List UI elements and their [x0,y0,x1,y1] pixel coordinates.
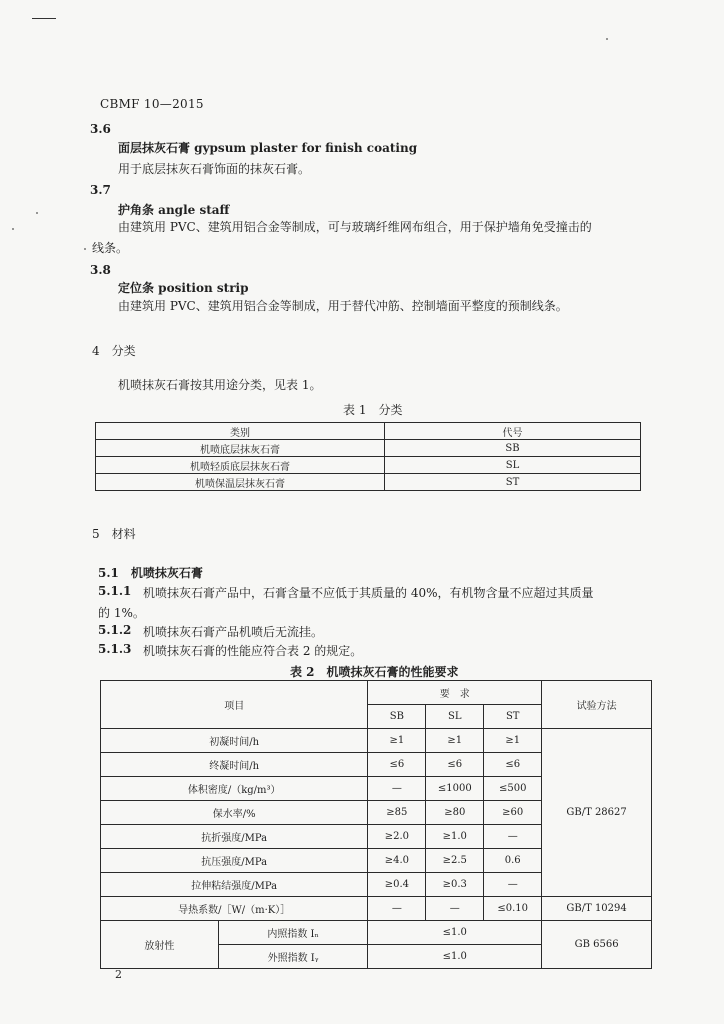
header-category: 类别 [96,423,385,440]
st-cell: ≥1 [484,729,542,753]
sb-cell: ≥2.0 [368,825,426,849]
classification-table [95,422,641,491]
sb-cell: ≥0.4 [368,873,426,897]
clause-text: 机喷抹灰石膏的性能应符合表 2 的规定。 [143,644,363,658]
header-requirement: 要 求 [368,681,542,705]
item-cell: 抗压强度/MPa [101,849,368,873]
scan-speck [36,212,38,214]
value-cell: ≤1.0 [368,921,542,945]
method-cell: GB/T 28627 [542,729,652,897]
section-intro: 机喷抹灰石膏按其用途分类，见表 1。 [118,378,322,392]
code-cell: ST [385,474,641,491]
st-cell: ≤500 [484,777,542,801]
clause-text: 机喷抹灰石膏产品机喷后无流挂。 [143,625,324,639]
sl-cell: ≥80 [426,801,484,825]
term-number: 3.7 [90,183,111,197]
scan-speck [84,248,86,250]
clause-number: 5.1.2 [98,623,132,637]
sl-cell: ≥2.5 [426,849,484,873]
document-code: CBMF 10—2015 [100,97,204,111]
header-st: ST [484,705,542,729]
sb-cell: — [368,777,426,801]
term-title: 面层抹灰石膏 gypsum plaster for finish coating [118,141,418,155]
page-number: 2 [115,968,122,981]
term-description: 由建筑用 PVC、建筑用铝合金等制成，可与玻璃纤维网布组合，用于保护墙角免受撞击的 [118,220,592,234]
table-header-row [101,681,652,705]
performance-table [100,680,652,969]
sl-cell: ≤1000 [426,777,484,801]
header-sb: SB [368,705,426,729]
method-cell: GB 6566 [542,921,652,969]
sl-cell: ≥1.0 [426,825,484,849]
term-title: 护角条 angle staff [118,203,230,217]
scan-speck [606,38,608,40]
sb-cell: ≥1 [368,729,426,753]
st-cell: ≥60 [484,801,542,825]
item-cell: 导热系数/［W/（m·K）］ [101,897,368,921]
item-cell: 内照指数 Iₙ [218,921,368,945]
method-cell: GB/T 10294 [542,897,652,921]
section-heading: 5 材料 [92,527,136,541]
table-row [96,457,641,474]
st-cell: ≤0.10 [484,897,542,921]
item-cell: 终凝时间/h [101,753,368,777]
header-sl: SL [426,705,484,729]
item-cell: 拉伸粘结强度/MPa [101,873,368,897]
table-row [96,440,641,457]
table-row [96,474,641,491]
sb-cell: ≥85 [368,801,426,825]
sl-cell: ≤6 [426,753,484,777]
category-cell: 机喷轻质底层抹灰石膏 [96,457,385,474]
table-row [101,897,652,921]
term-title: 定位条 position strip [118,281,249,295]
subsection-heading: 5.1 机喷抹灰石膏 [98,566,203,580]
term-number: 3.8 [90,263,111,277]
item-cell: 初凝时间/h [101,729,368,753]
header-item: 项目 [101,681,368,729]
st-cell: ≤6 [484,753,542,777]
item-cell: 外照指数 Iᵧ [218,945,368,969]
section-heading: 4 分类 [92,344,136,358]
clause-text-cont: 的 1%。 [98,606,145,620]
header-code: 代号 [385,423,641,440]
sl-cell: — [426,897,484,921]
sb-cell: — [368,897,426,921]
value-cell: ≤1.0 [368,945,542,969]
category-cell: 机喷底层抹灰石膏 [96,440,385,457]
term-description: 由建筑用 PVC、建筑用铝合金等制成，用于替代冲筋、控制墙面平整度的预制线条。 [118,299,568,313]
item-cell: 体积密度/（kg/m³） [101,777,368,801]
clause-number: 5.1.1 [98,584,132,598]
table-row [101,729,652,753]
clause-text: 机喷抹灰石膏产品中，石膏含量不应低于其质量的 40%，有机物含量不应超过其质量 [143,586,594,600]
sl-cell: ≥1 [426,729,484,753]
st-cell: 0.6 [484,849,542,873]
term-description-cont: 线条。 [92,241,129,255]
code-cell: SB [385,440,641,457]
table-row [101,921,652,945]
term-number: 3.6 [90,122,111,136]
term-description: 用于底层抹灰石膏饰面的抹灰石膏。 [118,162,311,176]
sb-cell: ≤6 [368,753,426,777]
table-caption: 表 1 分类 [343,403,403,417]
sb-cell: ≥4.0 [368,849,426,873]
st-cell: — [484,825,542,849]
scan-speck [12,228,14,230]
item-cell: 保水率/% [101,801,368,825]
category-cell: 机喷保温层抹灰石膏 [96,474,385,491]
st-cell: — [484,873,542,897]
radioactivity-cell: 放射性 [101,921,219,969]
table-caption: 表 2 机喷抹灰石膏的性能要求 [290,665,459,679]
table-header-row [96,423,641,440]
clause-number: 5.1.3 [98,642,132,656]
top-margin-line [32,18,56,19]
item-cell: 抗折强度/MPa [101,825,368,849]
sl-cell: ≥0.3 [426,873,484,897]
code-cell: SL [385,457,641,474]
header-test-method: 试验方法 [542,681,652,729]
